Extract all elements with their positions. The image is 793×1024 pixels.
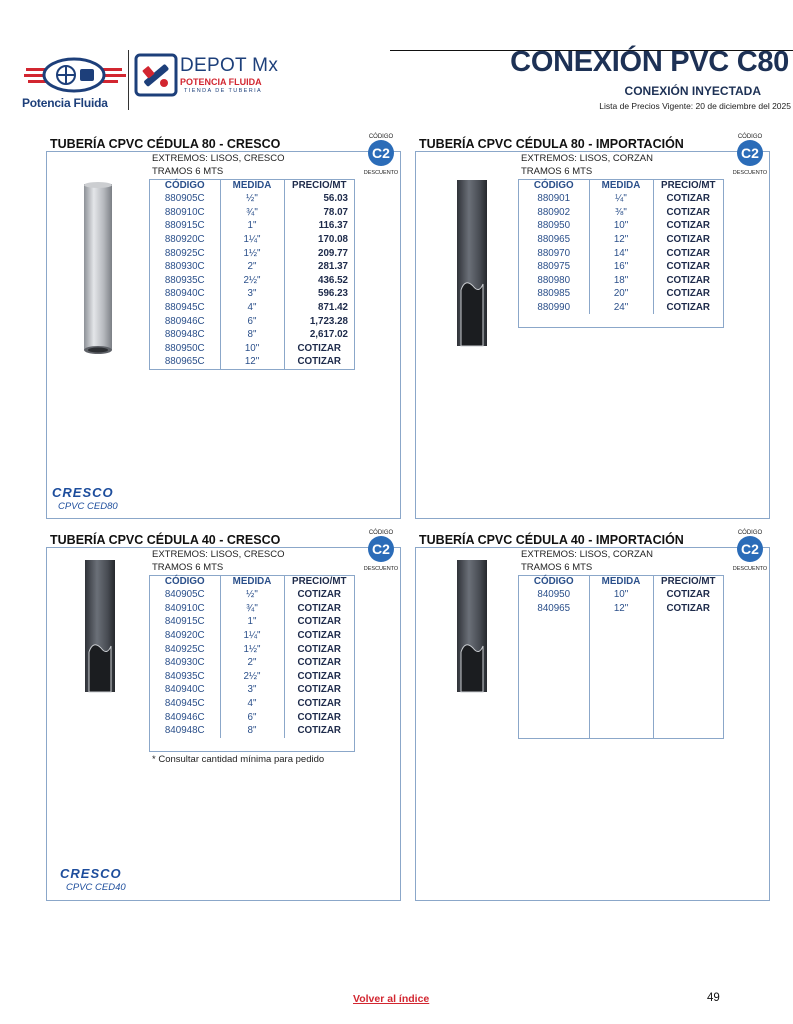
cell-code: 840925C bbox=[150, 642, 220, 656]
cell-code: 880946C bbox=[150, 314, 220, 328]
section-title-ced40-cresco: TUBERÍA CPVC CÉDULA 40 - CRESCO bbox=[50, 533, 281, 547]
discount-code-badge bbox=[358, 526, 404, 572]
cell-code: 880980 bbox=[519, 274, 589, 288]
cell-code: 880935C bbox=[150, 274, 220, 288]
discount-code-badge bbox=[727, 130, 773, 176]
cell-size: 24" bbox=[589, 301, 653, 315]
cell-code: 880965C bbox=[150, 355, 220, 369]
cell-code: 840920C bbox=[150, 629, 220, 643]
cell-price: COTIZAR bbox=[297, 643, 342, 655]
cell-price: COTIZAR bbox=[666, 302, 711, 314]
table-row bbox=[519, 274, 723, 288]
table-row bbox=[150, 246, 354, 260]
table-header-row bbox=[519, 575, 723, 588]
depot-mx-subtitle: POTENCIA FLUIDA bbox=[180, 77, 262, 87]
price-table-ced40-cresco bbox=[150, 575, 354, 738]
cell-code: 840948C bbox=[150, 724, 220, 738]
table-header-row bbox=[519, 179, 723, 192]
cell-code: 880970 bbox=[519, 246, 589, 260]
cell-size: 6" bbox=[220, 314, 284, 328]
minimum-order-footnote: * Consultar cantidad mínima para pedido bbox=[152, 754, 325, 765]
table-row bbox=[519, 192, 723, 206]
table-row bbox=[150, 219, 354, 233]
cell-code: 880950C bbox=[150, 342, 220, 356]
svg-text:C2: C2 bbox=[741, 145, 759, 161]
cell-code: 880902 bbox=[519, 206, 589, 220]
col-size-header: MEDIDA bbox=[589, 575, 653, 588]
discount-code-badge bbox=[727, 526, 773, 572]
col-code-header: CÓDIGO bbox=[519, 575, 589, 588]
cell-size: ¾" bbox=[220, 602, 284, 616]
pipe-image-dark bbox=[83, 560, 117, 699]
cell-price: COTIZAR bbox=[666, 247, 711, 259]
cell-price: COTIZAR bbox=[297, 698, 342, 710]
cell-code: 880910C bbox=[150, 206, 220, 220]
col-code-header: CÓDIGO bbox=[519, 179, 589, 192]
ends-note: EXTREMOS: LISOS, CORZAN bbox=[521, 153, 653, 164]
cresco-brand-line: CPVC CED40 bbox=[66, 882, 126, 893]
lengths-note: TRAMOS 6 MTS bbox=[521, 562, 593, 573]
table-filler bbox=[519, 615, 589, 738]
cell-size: 12" bbox=[589, 602, 653, 616]
table-row bbox=[150, 206, 354, 220]
ends-note: EXTREMOS: LISOS, CRESCO bbox=[152, 549, 285, 560]
cell-size: 16" bbox=[589, 260, 653, 274]
pipe-image-gray bbox=[80, 180, 116, 361]
table-row bbox=[150, 670, 354, 684]
potencia-fluida-text: Potencia Fluida bbox=[22, 96, 108, 110]
cell-size: 1" bbox=[220, 219, 284, 233]
back-to-index-link[interactable]: Volver al índice bbox=[353, 993, 430, 1005]
table-row bbox=[519, 615, 723, 738]
table-row bbox=[150, 656, 354, 670]
cell-size: ⅜" bbox=[589, 206, 653, 220]
cell-price: COTIZAR bbox=[297, 657, 342, 669]
cell-size: 10" bbox=[589, 219, 653, 233]
cell-size: 2" bbox=[220, 656, 284, 670]
lengths-note: TRAMOS 6 MTS bbox=[152, 166, 224, 177]
table-row bbox=[150, 615, 354, 629]
cell-price: COTIZAR bbox=[297, 616, 342, 628]
cell-price: 1,723.28 bbox=[309, 315, 348, 327]
cell-size: 10" bbox=[220, 342, 284, 356]
table-row bbox=[150, 274, 354, 288]
table-row bbox=[150, 602, 354, 616]
cell-size: 1½" bbox=[220, 642, 284, 656]
cell-size: 2" bbox=[220, 260, 284, 274]
cell-price: COTIZAR bbox=[297, 602, 342, 614]
cell-price: COTIZAR bbox=[666, 261, 711, 273]
cell-price: 170.08 bbox=[318, 234, 348, 246]
cresco-brand-logo bbox=[52, 485, 118, 512]
cell-size: 3" bbox=[220, 683, 284, 697]
cresco-brand-name: CRESCO bbox=[60, 866, 122, 881]
cell-price: COTIZAR bbox=[297, 684, 342, 696]
cell-price: COTIZAR bbox=[666, 206, 711, 218]
col-code-header: CÓDIGO bbox=[150, 179, 220, 192]
cell-price: COTIZAR bbox=[666, 193, 711, 205]
svg-text:CÓDIGO: CÓDIGO bbox=[737, 134, 763, 140]
table-row bbox=[519, 246, 723, 260]
cell-size: 8" bbox=[220, 724, 284, 738]
pipe-dark-icon bbox=[455, 560, 489, 694]
price-list-date: Lista de Precios Vigente: 20 de diciembre del 2025 bbox=[599, 101, 791, 111]
table-row bbox=[519, 233, 723, 247]
cresco-brand-name: CRESCO bbox=[52, 485, 114, 500]
table-row bbox=[150, 301, 354, 315]
table-row bbox=[519, 219, 723, 233]
price-table-ced40-import bbox=[519, 575, 723, 738]
lengths-note: TRAMOS 6 MTS bbox=[152, 562, 224, 573]
cell-code: 840950 bbox=[519, 588, 589, 602]
svg-text:DESCUENTO: DESCUENTO bbox=[732, 170, 768, 176]
table-row bbox=[150, 233, 354, 247]
cell-price: COTIZAR bbox=[297, 670, 342, 682]
table-row bbox=[150, 724, 354, 738]
table-row bbox=[150, 192, 354, 206]
table-row bbox=[150, 287, 354, 301]
cell-code: 880930C bbox=[150, 260, 220, 274]
cell-size: 1¼" bbox=[220, 629, 284, 643]
cell-code: 840915C bbox=[150, 615, 220, 629]
cell-code: 880945C bbox=[150, 301, 220, 315]
pipe-dark-icon bbox=[83, 560, 117, 694]
cell-code: 880905C bbox=[150, 192, 220, 206]
cell-price: 56.03 bbox=[323, 193, 348, 205]
cell-size: 12" bbox=[220, 355, 284, 369]
cell-price: 436.52 bbox=[318, 274, 348, 286]
col-size-header: MEDIDA bbox=[220, 575, 284, 588]
table-row bbox=[519, 287, 723, 301]
cell-price: COTIZAR bbox=[666, 234, 711, 246]
pump-logo-icon bbox=[22, 52, 128, 98]
table-row bbox=[519, 588, 723, 602]
price-table-ced80-cresco bbox=[150, 179, 354, 369]
col-price-header: PRECIO/MT bbox=[292, 576, 347, 587]
page-subtitle: CONEXIÓN INYECTADA bbox=[624, 84, 761, 98]
cell-size: 1¼" bbox=[220, 233, 284, 247]
lengths-note: TRAMOS 6 MTS bbox=[521, 166, 593, 177]
table-filler bbox=[589, 615, 653, 738]
cell-code: 880950 bbox=[519, 219, 589, 233]
cell-code: 880920C bbox=[150, 233, 220, 247]
cell-price: COTIZAR bbox=[666, 602, 711, 614]
table-row bbox=[150, 328, 354, 342]
table-row bbox=[150, 642, 354, 656]
cell-price: COTIZAR bbox=[297, 589, 342, 601]
cell-price: 209.77 bbox=[318, 247, 348, 259]
cell-size: 1½" bbox=[220, 246, 284, 260]
svg-text:CÓDIGO: CÓDIGO bbox=[368, 530, 394, 536]
table-row bbox=[150, 314, 354, 328]
cell-price: COTIZAR bbox=[666, 589, 711, 601]
cell-size: 8" bbox=[220, 328, 284, 342]
table-row bbox=[150, 588, 354, 602]
page-title: CONEXIÓN PVC C80 bbox=[510, 46, 789, 78]
table-row bbox=[519, 260, 723, 274]
ends-note: EXTREMOS: LISOS, CRESCO bbox=[152, 153, 285, 164]
col-price-header: PRECIO/MT bbox=[292, 180, 347, 191]
pipe-dark-icon bbox=[455, 180, 489, 348]
cell-size: 4" bbox=[220, 697, 284, 711]
cell-code: 840965 bbox=[519, 602, 589, 616]
cell-price: COTIZAR bbox=[666, 274, 711, 286]
pipe-image-dark bbox=[455, 180, 489, 353]
cell-code: 880948C bbox=[150, 328, 220, 342]
table-row bbox=[150, 355, 354, 369]
table-row bbox=[150, 260, 354, 274]
col-size-header: MEDIDA bbox=[220, 179, 284, 192]
cell-price: COTIZAR bbox=[297, 342, 342, 354]
section-title-ced80-cresco: TUBERÍA CPVC CÉDULA 80 - CRESCO bbox=[50, 137, 281, 151]
cell-size: 14" bbox=[589, 246, 653, 260]
discount-badge-icon bbox=[358, 526, 404, 572]
col-price-header: PRECIO/MT bbox=[661, 576, 716, 587]
cell-price: 78.07 bbox=[323, 206, 348, 218]
pipe-image-dark bbox=[455, 560, 489, 699]
cresco-brand-line: CPVC CED80 bbox=[58, 501, 118, 512]
cell-code: 840940C bbox=[150, 683, 220, 697]
col-price-header: PRECIO/MT bbox=[661, 180, 716, 191]
cell-price: COTIZAR bbox=[297, 711, 342, 723]
table-row bbox=[150, 629, 354, 643]
cell-code: 880940C bbox=[150, 287, 220, 301]
svg-text:C2: C2 bbox=[741, 541, 759, 557]
cell-size: 4" bbox=[220, 301, 284, 315]
cell-size: ¾" bbox=[220, 206, 284, 220]
page-number: 49 bbox=[707, 992, 720, 1004]
svg-text:DESCUENTO: DESCUENTO bbox=[363, 566, 399, 572]
cell-size: 12" bbox=[589, 233, 653, 247]
svg-text:DESCUENTO: DESCUENTO bbox=[363, 170, 399, 176]
cell-code: 880925C bbox=[150, 246, 220, 260]
svg-text:DESCUENTO: DESCUENTO bbox=[732, 566, 768, 572]
discount-code-badge bbox=[358, 130, 404, 176]
cell-code: 840930C bbox=[150, 656, 220, 670]
cell-code: 880990 bbox=[519, 301, 589, 315]
cresco-brand-logo bbox=[60, 866, 126, 893]
cell-size: 20" bbox=[589, 287, 653, 301]
cell-price: 871.42 bbox=[318, 302, 348, 314]
table-row bbox=[519, 206, 723, 220]
cell-code: 840945C bbox=[150, 697, 220, 711]
table-row bbox=[150, 697, 354, 711]
cell-code: 880975 bbox=[519, 260, 589, 274]
cell-size: 2½" bbox=[220, 274, 284, 288]
cell-size: 10" bbox=[589, 588, 653, 602]
section-title-ced40-import: TUBERÍA CPVC CÉDULA 40 - IMPORTACIÓN bbox=[419, 533, 684, 547]
cell-code: 840946C bbox=[150, 710, 220, 724]
cell-size: 1" bbox=[220, 615, 284, 629]
discount-badge-icon bbox=[727, 130, 773, 176]
cell-size: ½" bbox=[220, 588, 284, 602]
pipe-wrench-logo-icon bbox=[134, 53, 178, 97]
svg-text:CÓDIGO: CÓDIGO bbox=[368, 134, 394, 140]
table-row bbox=[150, 683, 354, 697]
depot-mx-name: DEPOT Mx bbox=[180, 55, 279, 76]
discount-badge-icon bbox=[727, 526, 773, 572]
svg-text:CÓDIGO: CÓDIGO bbox=[737, 530, 763, 536]
section-title-ced80-import: TUBERÍA CPVC CÉDULA 80 - IMPORTACIÓN bbox=[419, 137, 684, 151]
table-header-row bbox=[150, 575, 354, 588]
cell-size: ½" bbox=[220, 192, 284, 206]
cell-size: 2½" bbox=[220, 670, 284, 684]
cell-size: ¼" bbox=[589, 192, 653, 206]
cell-price: COTIZAR bbox=[666, 288, 711, 300]
price-table-ced80-import bbox=[519, 179, 723, 314]
col-code-header: CÓDIGO bbox=[150, 575, 220, 588]
cell-price: 596.23 bbox=[318, 288, 348, 300]
svg-text:C2: C2 bbox=[372, 145, 390, 161]
cell-price: 281.37 bbox=[318, 261, 348, 273]
cell-code: 880915C bbox=[150, 219, 220, 233]
cell-price: COTIZAR bbox=[297, 630, 342, 642]
table-header-row bbox=[150, 179, 354, 192]
potencia-fluida-logo bbox=[22, 52, 128, 112]
cell-price: COTIZAR bbox=[297, 725, 342, 737]
svg-text:C2: C2 bbox=[372, 541, 390, 557]
logo-divider bbox=[128, 50, 129, 110]
cell-code: 880901 bbox=[519, 192, 589, 206]
cell-size: 3" bbox=[220, 287, 284, 301]
pipe-gray-icon bbox=[80, 180, 116, 356]
table-row bbox=[150, 710, 354, 724]
cell-price: 116.37 bbox=[318, 220, 348, 232]
table-filler bbox=[653, 615, 723, 738]
cell-price: COTIZAR bbox=[666, 220, 711, 232]
ends-note: EXTREMOS: LISOS, CORZAN bbox=[521, 549, 653, 560]
depot-mx-logo bbox=[134, 53, 284, 103]
cell-price: 2,617.02 bbox=[309, 329, 348, 341]
table-row bbox=[519, 301, 723, 315]
table-row bbox=[519, 602, 723, 616]
cell-code: 840935C bbox=[150, 670, 220, 684]
cell-code: 840910C bbox=[150, 602, 220, 616]
cell-size: 18" bbox=[589, 274, 653, 288]
cell-code: 880985 bbox=[519, 287, 589, 301]
cell-code: 880965 bbox=[519, 233, 589, 247]
discount-badge-icon bbox=[358, 130, 404, 176]
cell-price: COTIZAR bbox=[297, 356, 342, 368]
depot-mx-tagline: TIENDA DE TUBERIA bbox=[184, 88, 263, 94]
col-size-header: MEDIDA bbox=[589, 179, 653, 192]
cell-code: 840905C bbox=[150, 588, 220, 602]
cell-size: 6" bbox=[220, 710, 284, 724]
table-row bbox=[150, 342, 354, 356]
